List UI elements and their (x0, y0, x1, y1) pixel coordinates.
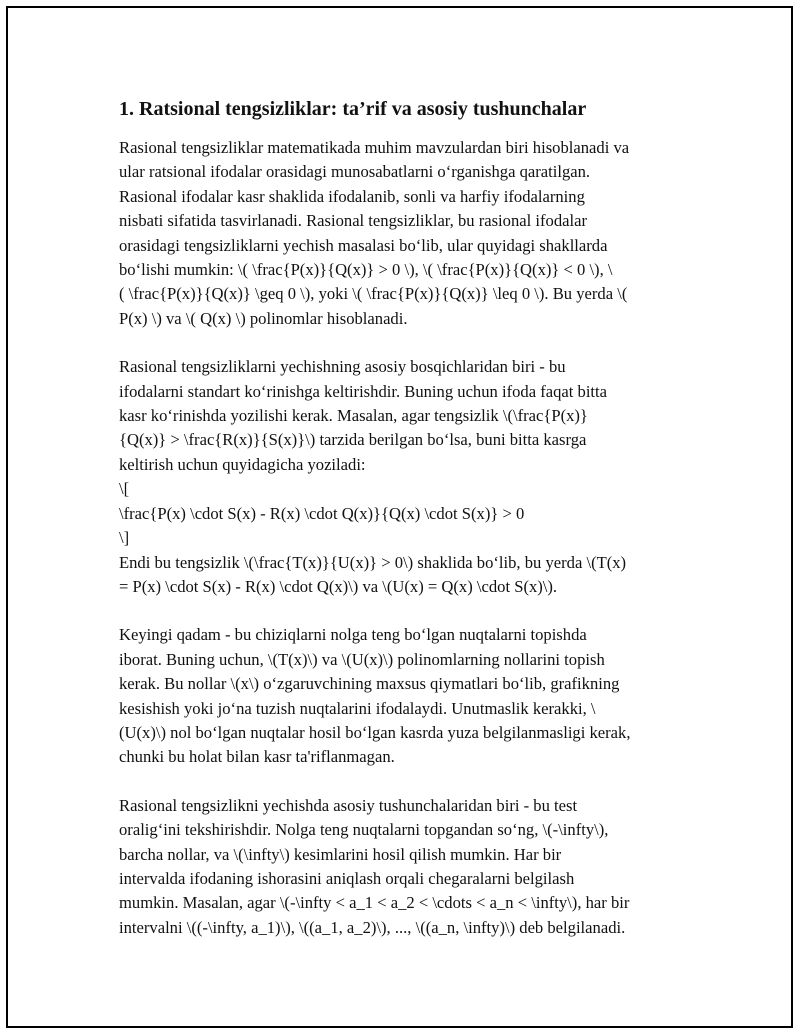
document-body (119, 96, 689, 964)
paragraph-zeros: Keyingi qadam - bu chiziqlarni nolga teng bo‘lgan nuqtalarni topishda iborat. Buning uchun, \(T(x)\) va \(U(x)\) polinomlarning nollarini topish kerak. Bu nollar \(x\) o‘zgaruvchining maxsus qiymatlari bo‘lib, grafikning kesishish yoki jo‘na tuzish nuqtalarini ifodalaydi. Unutmaslik kerakki, \ (U(x)\) nol bo‘lgan nuqtalar hosil bo‘lgan kasrda yuza belgilanmasligi kerak, chunki bu holat bilan kasr ta'riflanmagan. (119, 625, 631, 767)
paragraph-definition: Rasional tengsizliklar matematikada muhim mavzulardan biri hisoblanadi va ular ratsional ifodalar orasidagi munosabatlarni o‘rganishga qaratilgan. Rasional ifodalar kasr shaklida ifodalanib, sonli va harfiy ifodalarning nisbati sifatida tasvirlanadi. Rasional tengsizliklar, bu rasional ifodalar orasidagi tengsizliklarni yechish masalasi bo‘lib, ular quyidagi shakllarda bo‘lishi mumkin: \( \frac{P(x)}{Q(x)} > 0 \), \( \frac{P(x)}{Q(x)} < 0 \), \ ( \frac{P(x)}{Q(x)} \geq 0 \), yoki \( \frac{P(x)}{Q(x)} \leq 0 \). Bu yerda \( P(x) \) va \( Q(x) \) polinomlar hisoblanadi. (119, 138, 630, 328)
section-heading: 1. Ratsional tengsizliklar: ta’rif va asosiy tushunchalar (119, 98, 587, 120)
paragraph-standard-form: Rasional tengsizliklarni yechishning asosiy bosqichlaridan biri - bu ifodalarni standart ko‘rinishga keltirishdir. Buning uchun ifoda faqat bitta kasr ko‘rinishda yozilishi kerak. Masalan, agar tengsizlik \(\frac{P(x)} {Q(x)} > \frac{R(x)}{S(x)}\) tarzida berilgan bo‘lsa, buni bitta kasrga keltirish uchun quyidagicha yoziladi: \[ \frac{P(x) \cdot S(x) - R(x) \cdot Q(x)}{Q(x) \cdot S(x)} > 0 \] Endi bu tengsizlik \(\frac{T(x)}{U(x)} > 0\) shaklida bo‘lib, bu yerda \(T(x) = P(x) \cdot S(x) - R(x) \cdot Q(x)\) va \(U(x) = Q(x) \cdot S(x)\). (119, 357, 627, 596)
paragraph-intervals: Rasional tengsizlikni yechishda asosiy tushunchalaridan biri - bu test oralig‘ini tekshirishdir. Nolga teng nuqtalarni topgandan so‘ng, \(-\infty\), barcha nollar, va \(\infty\) kesimlarini hosil qilish mumkin. Har bir intervalda ifodaning ishorasini aniqlash orqali chegaralarni belgilash mumkin. Masalan, agar \(-\infty < a_1 < a_2 < \cdots < a_n < \infty\), har bir intervalni \((-\infty, a_1)\), \((a_1, a_2)\), ..., \((a_n, \infty)\) deb belgilanadi. (119, 795, 630, 937)
page-frame (6, 6, 793, 1028)
